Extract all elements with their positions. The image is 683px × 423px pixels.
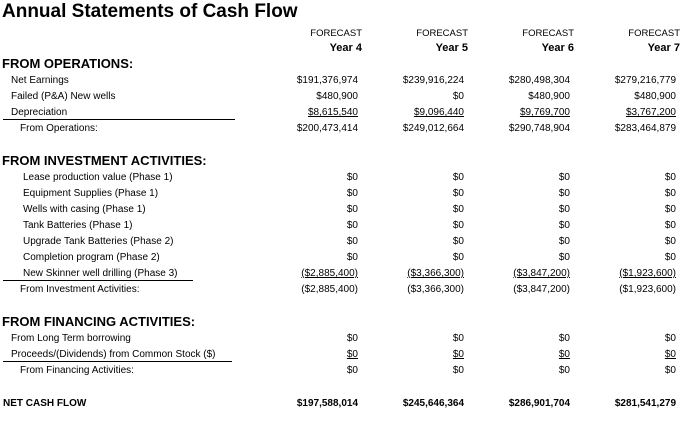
col-header-forecast-1: FORECAST <box>310 28 362 39</box>
col-header-year-2: Year 5 <box>435 42 468 54</box>
row-value: $0 <box>558 220 570 231</box>
row-label: Depreciation <box>11 107 68 118</box>
col-header-year-1: Year 4 <box>329 42 362 54</box>
row-value: $0 <box>346 252 358 263</box>
row-value: $480,900 <box>634 91 676 102</box>
row-value: ($2,885,400) <box>301 268 358 279</box>
row-value: $0 <box>452 333 464 344</box>
row-value: $0 <box>664 188 676 199</box>
section-heading-operations: FROM OPERATIONS: <box>2 56 134 71</box>
row-value: $0 <box>664 204 676 215</box>
net-cash-flow-value: $197,588,014 <box>296 398 358 409</box>
row-value: $0 <box>664 333 676 344</box>
row-value: $0 <box>346 172 358 183</box>
row-value: $0 <box>452 349 464 360</box>
row-value: $0 <box>346 188 358 199</box>
row-value: $9,769,700 <box>519 107 570 118</box>
divider <box>3 280 193 281</box>
row-label: New Skinner well drilling (Phase 3) <box>23 268 178 279</box>
net-cash-flow-value: $245,646,364 <box>402 398 464 409</box>
subtotal-value: ($2,885,400) <box>301 284 358 295</box>
col-header-forecast-2: FORECAST <box>416 28 468 39</box>
row-value: $0 <box>558 188 570 199</box>
row-value: ($3,847,200) <box>513 268 570 279</box>
row-value: $0 <box>452 252 464 263</box>
subtotal-value: $0 <box>346 365 358 376</box>
row-value: $0 <box>452 236 464 247</box>
row-value: ($3,366,300) <box>407 268 464 279</box>
row-value: $0 <box>558 252 570 263</box>
row-label: Failed (P&A) New wells <box>11 91 116 102</box>
row-label: Lease production value (Phase 1) <box>23 172 173 183</box>
row-value: ($1,923,600) <box>619 268 676 279</box>
subtotal-value: $0 <box>558 365 570 376</box>
row-value: $0 <box>452 220 464 231</box>
section-heading-financing: FROM FINANCING ACTIVITIES: <box>2 314 196 329</box>
row-value: $239,916,224 <box>402 75 464 86</box>
divider <box>3 119 235 120</box>
page-title: Annual Statements of Cash Flow <box>2 1 298 22</box>
row-value: $0 <box>664 236 676 247</box>
row-value: $0 <box>452 204 464 215</box>
row-value: $0 <box>664 172 676 183</box>
subtotal-value: $290,748,904 <box>508 123 570 134</box>
subtotal-value: $249,012,664 <box>402 123 464 134</box>
subtotal-label: From Operations: <box>20 123 98 134</box>
col-header-year-4: Year 7 <box>647 42 680 54</box>
col-header-forecast-3: FORECAST <box>522 28 574 39</box>
section-heading-investment: FROM INVESTMENT ACTIVITIES: <box>2 153 207 168</box>
subtotal-value: $283,464,879 <box>614 123 676 134</box>
row-value: $279,216,779 <box>614 75 676 86</box>
row-value: $0 <box>346 333 358 344</box>
divider <box>3 361 232 362</box>
subtotal-value: $0 <box>452 365 464 376</box>
row-value: $9,096,440 <box>413 107 464 118</box>
row-value: $3,767,200 <box>625 107 676 118</box>
row-value: $0 <box>664 349 676 360</box>
subtotal-label: From Investment Activities: <box>20 284 140 295</box>
row-value: $0 <box>558 172 570 183</box>
subtotal-value: ($3,366,300) <box>407 284 464 295</box>
row-value: $480,900 <box>316 91 358 102</box>
row-value: $8,615,540 <box>307 107 358 118</box>
row-label: Tank Batteries (Phase 1) <box>23 220 133 231</box>
net-cash-flow-label: NET CASH FLOW <box>3 398 87 409</box>
row-value: $0 <box>664 252 676 263</box>
row-value: $0 <box>558 236 570 247</box>
row-label: Wells with casing (Phase 1) <box>23 204 146 215</box>
row-value: $0 <box>558 333 570 344</box>
subtotal-value: ($1,923,600) <box>619 284 676 295</box>
row-value: $0 <box>558 349 570 360</box>
col-header-year-3: Year 6 <box>541 42 574 54</box>
row-value: $0 <box>452 188 464 199</box>
row-value: $0 <box>346 349 358 360</box>
row-label: Upgrade Tank Batteries (Phase 2) <box>23 236 174 247</box>
col-header-forecast-4: FORECAST <box>628 28 680 39</box>
row-label: Proceeds/(Dividends) from Common Stock ($) <box>11 349 216 360</box>
row-value: $280,498,304 <box>508 75 570 86</box>
subtotal-value: $0 <box>664 365 676 376</box>
row-label: Net Earnings <box>11 75 69 86</box>
net-cash-flow-value: $286,901,704 <box>508 398 570 409</box>
net-cash-flow-value: $281,541,279 <box>614 398 676 409</box>
subtotal-value: $200,473,414 <box>296 123 358 134</box>
row-value: $0 <box>664 220 676 231</box>
row-label: Completion program (Phase 2) <box>23 252 160 263</box>
row-value: $0 <box>452 91 464 102</box>
row-label: Equipment Supplies (Phase 1) <box>23 188 159 199</box>
row-value: $0 <box>346 236 358 247</box>
subtotal-label: From Financing Activities: <box>20 365 134 376</box>
row-label: From Long Term borrowing <box>11 333 131 344</box>
row-value: $0 <box>346 220 358 231</box>
row-value: $0 <box>452 172 464 183</box>
row-value: $480,900 <box>528 91 570 102</box>
row-value: $0 <box>558 204 570 215</box>
row-value: $0 <box>346 204 358 215</box>
subtotal-value: ($3,847,200) <box>513 284 570 295</box>
row-value: $191,376,974 <box>296 75 358 86</box>
